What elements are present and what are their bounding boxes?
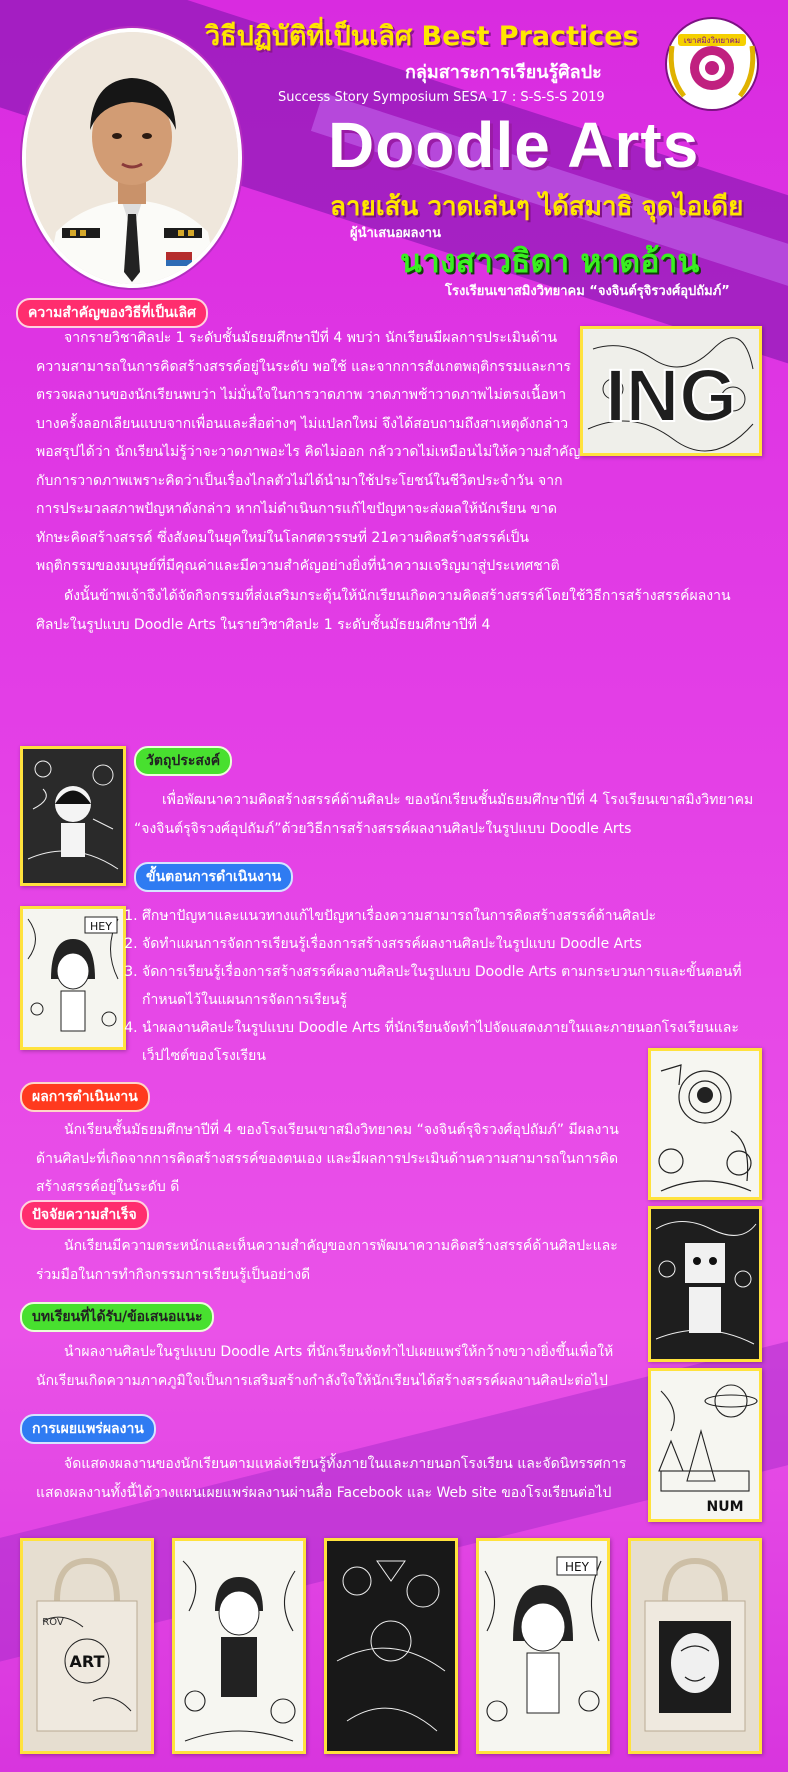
main-title: Doodle Arts [328,109,700,181]
section-lessons-label: บทเรียนที่ได้รับ/ข้อเสนอแนะ [20,1302,214,1332]
section-objective-label: วัตถุประสงค์ [134,746,232,776]
section-dissemination-label: การเผยแพร่ผลงาน [20,1414,156,1444]
lessons-paragraph: นำผลงานศิลปะในรูปแบบ Doodle Arts ที่นักเรียนจัดทำไปเผยแพร่ให้กว้างขวางยิ่งขึ้นเพื่อให้นักเรียนเกิดความภาคภูมิใจเป็นการเสริมสร้างกำลังใจให้นักเรียนได้สร้างสรรค์ผลงานศิลปะต่อไป [36,1344,614,1389]
dissemination-paragraph: จัดแสดงผลงานของนักเรียนตามแหล่งเรียนรู้ทั้งภายในและภายนอกโรงเรียน และจัดนิทรรศการแสดงผลงานทั้งนี้ได้วางแผนเผยแพร่ผลงานผ่านสื่อ Facebook และ Web site ของโรงเรียนต่อไป [36,1456,627,1501]
artwork-girl-doodle-2 [20,906,126,1050]
presenter-portrait [22,28,242,288]
svg-text:ART: ART [69,1652,105,1671]
section-procedure-label: ขั้นตอนการดำเนินงาน [134,862,293,892]
objective-paragraph: เพื่อพัฒนาความคิดสร้างสรรค์ด้านศิลปะ ของนักเรียนชั้นมัธยมศึกษาปีที่ 4 โรงเรียนเขาสมิงวิทยาคม “จงจินต์รุจิรวงศ์อุปถัมภ์”ด้วยวิธีการสร้างสรรค์ผลงานศิลปะในรูปแบบ Doodle Arts [134,792,754,837]
importance-body-top [36,324,582,580]
svg-text:เขาสมิงวิทยาคม: เขาสมิงวิทยาคม [683,36,741,45]
svg-text:NUM: NUM [706,1499,744,1515]
school-seal-logo [664,16,760,112]
poster-title: วิธีปฏิบัติที่เป็นเลิศ Best Practices [205,21,639,52]
dissemination-body [36,1450,636,1507]
lessons-body [36,1338,636,1395]
artwork-num-doodle [648,1368,762,1522]
svg-text:ROV: ROV [42,1617,64,1628]
artwork-girl-doodle-3 [476,1538,610,1754]
artwork-cartoon-doodle [648,1206,762,1362]
presenter-label: ผู้นำเสนอผลงาน [350,226,441,241]
portrait-illustration [26,32,238,284]
subtitle: ลายเส้น วาดเล่นๆ ได้สมาธิ จุดไอเดีย [330,192,744,222]
artwork-girl-doodle-1 [20,746,126,886]
results-paragraph: นักเรียนชั้นมัธยมศึกษาปีที่ 4 ของโรงเรียนเขาสมิงวิทยาคม “จงจินต์รุจิรวงศ์อุปถัมภ์” มีผลงานด้านศิลปะที่เกิดจากการคิดสร้างสรรค์ของตนเอง และมีผลการประเมินด้านความสามารถในการคิดสร้างสรรค์อยู่ในระดับ ดี [36,1122,619,1195]
objective-body [134,786,764,843]
importance-body-bottom [36,582,760,639]
importance-paragraph-1: จากรายวิชาศิลปะ 1 ระดับชั้นมัธยมศึกษาปีที่ 4 พบว่า นักเรียนมีผลการประเมินด้านความสามารถในการคิดสร้างสรรค์อยู่ในระดับ พอใช้ และจากการสังเกตพฤติกรรมและการตรวจผลงานของนักเรียนพบว่า ไม่มั่นใจในการวาดภาพ วาดภาพช้าวาดภาพไม่ตรงเนื้อหา บางครั้งลอกเลียนแบบจากเพื่อนและสื่อต่างๆ ไม่แปลกใหม่ จึงได้สอบถามถึงสาเหตุดังกล่าวพอสรุปได้ว่า นักเรียนไม่รู้ว่าจะวาดภาพอะไร คิดไม่ออก กลัววาดไม่เหมือนไม่ให้ความสำคัญกับการวาดภาพเพราะคิดว่าเป็นเรื่องไกลตัวไม่ได้นำมาใช้ประโยชน์ในชีวิตประจำวัน จากการประมวลสภาพปัญหาดังกล่าว หากไม่ดำเนินการแก้ไขปัญหาจะส่งผลให้นักเรียน ขาดทักษะคิดสร้างสรรค์ ซึ่งสังคมในยุคใหม่ในโลกศตวรรษที่ 21ความคิดสร้างสรรค์เป็นพฤติกรรมของมนุษย์ที่มีคุณค่าและมีความสำคัญอย่างยิ่งที่นำความเจริญมาสู่ประเทศชาติ [36,330,581,574]
success-paragraph: นักเรียนมีความตระหนักและเห็นความสำคัญของการพัฒนาความคิดสร้างสรรค์ด้านศิลปะและร่วมมือในการทำกิจกรรมการเรียนรู้เป็นอย่างดี [36,1238,618,1283]
procedure-step: 2. จัดทำแผนการจัดการเรียนรู้เรื่องการสร้างสรรค์ผลงานศิลปะในรูปแบบ Doodle Arts [142,930,742,958]
section-results-label: ผลการดำเนินงาน [20,1082,150,1112]
success-body [36,1232,636,1289]
svg-text:HEY: HEY [565,1560,589,1574]
department-label: กลุ่มสาระการเรียนรู้ศิลปะ [405,62,602,83]
svg-text:ING: ING [605,354,737,437]
doodle-letters-image [583,329,759,453]
results-body [36,1116,636,1202]
svg-text:HEY: HEY [90,920,112,933]
procedure-step: 4. นำผลงานศิลปะในรูปแบบ Doodle Arts ที่นักเรียนจัดทำไปจัดแสดงภายในและภายนอกโรงเรียนและเว็ปไซต์ของโรงเรียน [142,1014,742,1070]
importance-paragraph-2: ดังนั้นข้าพเจ้าจึงได้จัดกิจกรรมที่ส่งเสริมกระตุ้นให้นักเรียนเกิดความคิดสร้างสรรค์โดยใช้วิธีการสร้างสรรค์ผลงานศิลปะในรูปแบบ Doodle Arts ในรายวิชาศิลปะ 1 ระดับชั้นมัธยมศึกษาปีที่ 4 [36,588,731,633]
artwork-boy-doodle [172,1538,306,1754]
section-importance-label: ความสำคัญของวิธีที่เป็นเลิศ [16,298,208,328]
school-name: โรงเรียนเขาสมิงวิทยาคม “จงจินต์รุจิรวงศ์อุปถัมภ์” [445,284,730,299]
section-success-label: ปัจจัยความสำเร็จ [20,1200,149,1230]
artwork-ing [580,326,762,456]
procedure-step: 1. ศึกษาปัญหาและแนวทางแก้ไขปัญหาเรื่องความสามารถในการคิดสร้างสรรค์ด้านศิลปะ [142,902,742,930]
artwork-dark-doodle [324,1538,458,1754]
artwork-robot-doodle [648,1048,762,1200]
procedure-steps-list [122,902,742,1070]
artwork-tote-bag-1 [20,1538,154,1754]
symposium-label: Success Story Symposium SESA 17 : S-S-S-S 2019 [278,90,605,105]
presenter-name: นางสาวธิดา หาดอ้าน [400,242,700,280]
artwork-tote-bag-2 [628,1538,762,1754]
procedure-step: 3. จัดการเรียนรู้เรื่องการสร้างสรรค์ผลงานศิลปะในรูปแบบ Doodle Arts ตามกระบวนการและขั้นตอนที่กำหนดไว้ในแผนการจัดการเรียนรู้ [142,958,742,1014]
